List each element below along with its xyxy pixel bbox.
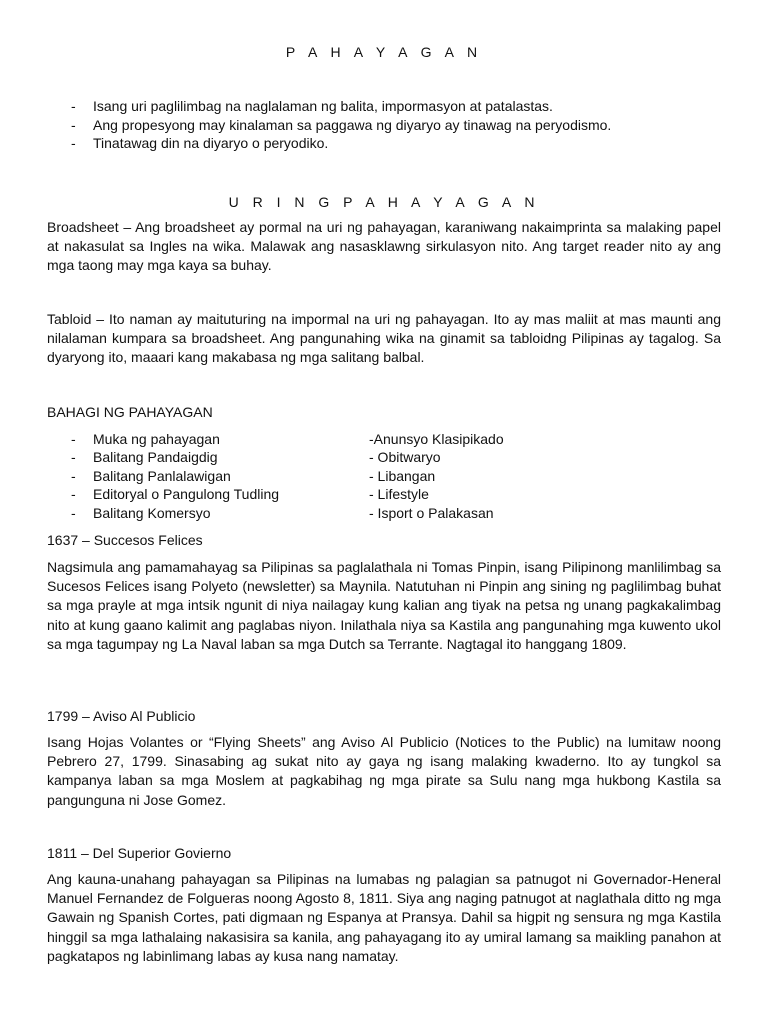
intro-bullet-item: - Tinatawag din na diyaryo o peryodiko. [68, 134, 728, 153]
history-heading-1637: 1637 – Succesos Felices [47, 532, 203, 548]
intro-bullet-item: - Isang uri paglilimbag na naglalaman ng balita, impormasyon at patalastas. [68, 97, 728, 116]
parts-list-item: - Balitang Komersyo [68, 504, 368, 522]
section-title: U R I N G P A H A Y A G A N [228, 194, 540, 210]
parts-list-item: - Editoryal o Pangulong Tudling [68, 485, 368, 503]
parts-list-item: -Anunsyo Klasipikado [369, 431, 504, 447]
history-body-1799: Isang Hojas Volantes or “Flying Sheets” ang Aviso Al Publicio (Notices to the Public) na lumitaw noong Pebrero 27, 1799. Sinasabing ag sukat nito ay gaya ng isang malaking kwaderno. Ito ay tungkol sa kampanya laban sa mga Moslem at pagkabihag ng mga pirate sa Sulu nang mga hukbong Kastila sa pangunguna ni Jose Gomez. [47, 734, 721, 808]
history-body-1637: Nagsimula ang pamamahayag sa Pilipinas sa paglalathala ni Tomas Pinpin, isang Pilipinong manlilimbag sa Sucesos Felices isang Polyeto (newsletter) sa Maynila. Natutuhan ni Pinpin ang sining ng paglilimbag buhat sa mga prayle at mga intsik ngunit di niya nailagay kung kalian ang tiyak na petsa ng unang pagkakalimbag nito at kung gaano kalimit ang paglabas niyon. Inilathala niya sa Kastila ang pangunahing mga kuwento ukol sa mga tagumpay ng La Naval laban sa mga Dutch sa Terrante. Nagtagal ito hanggang 1809. [47, 559, 721, 652]
parts-list-item: - Obitwaryo [369, 449, 441, 466]
parts-list-item: - Balitang Panlalawigan [68, 467, 368, 485]
parts-list-left [68, 430, 368, 522]
page-title: P A H A Y A G A N [285, 44, 483, 60]
parts-list-right [369, 430, 669, 522]
intro-bullet-list [68, 97, 728, 153]
tabloid-paragraph: Tabloid – Ito naman ay maituturing na impormal na uri ng pahayagan. Ito ay mas maliit at mas maunti ang nilalaman kumpara sa broadsheet. Ang pangunahing wika na ginamit sa tabloidng Pilipinas ay tagalog. Sa dyaryong ito, maaari kang makabasa ng mga salitang balbal. [47, 311, 721, 366]
intro-bullet-item: - Ang propesyong may kinalaman sa paggawa ng diyaryo ay tinawag na peryodismo. [68, 116, 728, 135]
parts-list-item: - Libangan [369, 467, 436, 484]
parts-list-item: - Balitang Pandaigdig [68, 448, 368, 466]
history-heading-1799: 1799 – Aviso Al Publicio [47, 708, 196, 724]
parts-heading: BAHAGI NG PAHAYAGAN [47, 404, 213, 420]
parts-list-item: - Lifestyle [369, 486, 429, 503]
history-body-1811: Ang kauna-unahang pahayagan sa Pilipinas na lumabas ng palagian sa patnugot ni Governador-Heneral Manuel Fernandez de Folgueras noong Agosto 8, 1811. Siya ang naging patnugot at naglathala ditto ng mga Gawain ng Spanish Cortes, pati digmaan ng Espanya at Pransya. Dahil sa higpit ng sensura ng mga Kastila hinggil sa mga lathalaing nakasisira sa kanila, ang pahayagang ito ay umiral lamang sa maikling panahon at pagkatapos ng labinlimang labas ay kusa nang namatay. [47, 871, 721, 964]
parts-list-item: - Muka ng pahayagan [68, 430, 368, 448]
broadsheet-paragraph: Broadsheet – Ang broadsheet ay pormal na uri ng pahayagan, karaniwang nakaimprinta sa malaking papel at nakasulat sa Ingles na wika. Malawak ang nasasklawng sirkulasyon nito. Ang target reader nito ay ang mga taong may mga kaya sa buhay. [47, 219, 721, 274]
parts-list-item: - Isport o Palakasan [369, 504, 494, 521]
history-heading-1811: 1811 – Del Superior Govierno [47, 845, 232, 861]
